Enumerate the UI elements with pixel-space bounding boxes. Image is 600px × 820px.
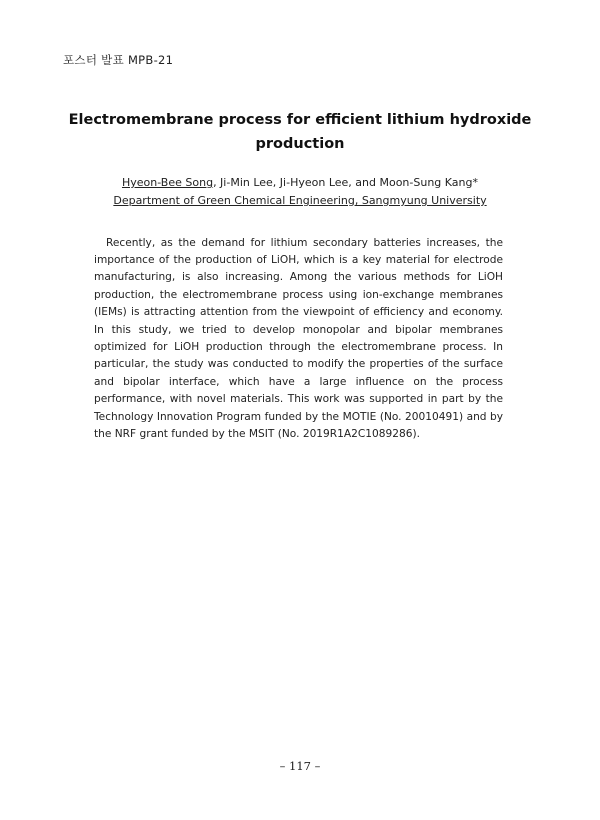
affiliation: Department of Green Chemical Engineering, Sangmyung University — [113, 194, 487, 207]
paper-title: Electromembrane process for efficient lithium hydroxide production — [68, 112, 532, 152]
page-number: – 117 – — [279, 759, 321, 773]
session-code: 포스터 발표 MPB-21 — [63, 53, 174, 67]
coauthor-names: , Ji-Min Lee, Ji-Hyeon Lee, and Moon-Sung Kang* — [213, 176, 478, 189]
author-line — [60, 174, 540, 192]
presenter-name: Hyeon-Bee Song — [121, 176, 214, 189]
abstract-body: Recently, as the demand for lithium secondary batteries increases, the importance of the production of LiOH, which is a key material for electrode manufacturing, is also increasing. Among the various methods for LiOH production, the electromembrane process using ion-exchange membranes (IEMs) is attracting attention from the viewpoint of efficiency and economy. In this study, we tried to develop monopolar and bipolar membranes optimized for LiOH production through the electromembrane process. In particular, the study was conducted to modify the properties of the surface and bipolar interface, which have a large influence on the process performance, with novel materials. This work was supported in part by the Technology Innovation Program funded by the MOTIE (No. 20010491) and by the NRF grant funded by the MSIT (No. 2019R1A2C1089286). — [94, 236, 503, 441]
